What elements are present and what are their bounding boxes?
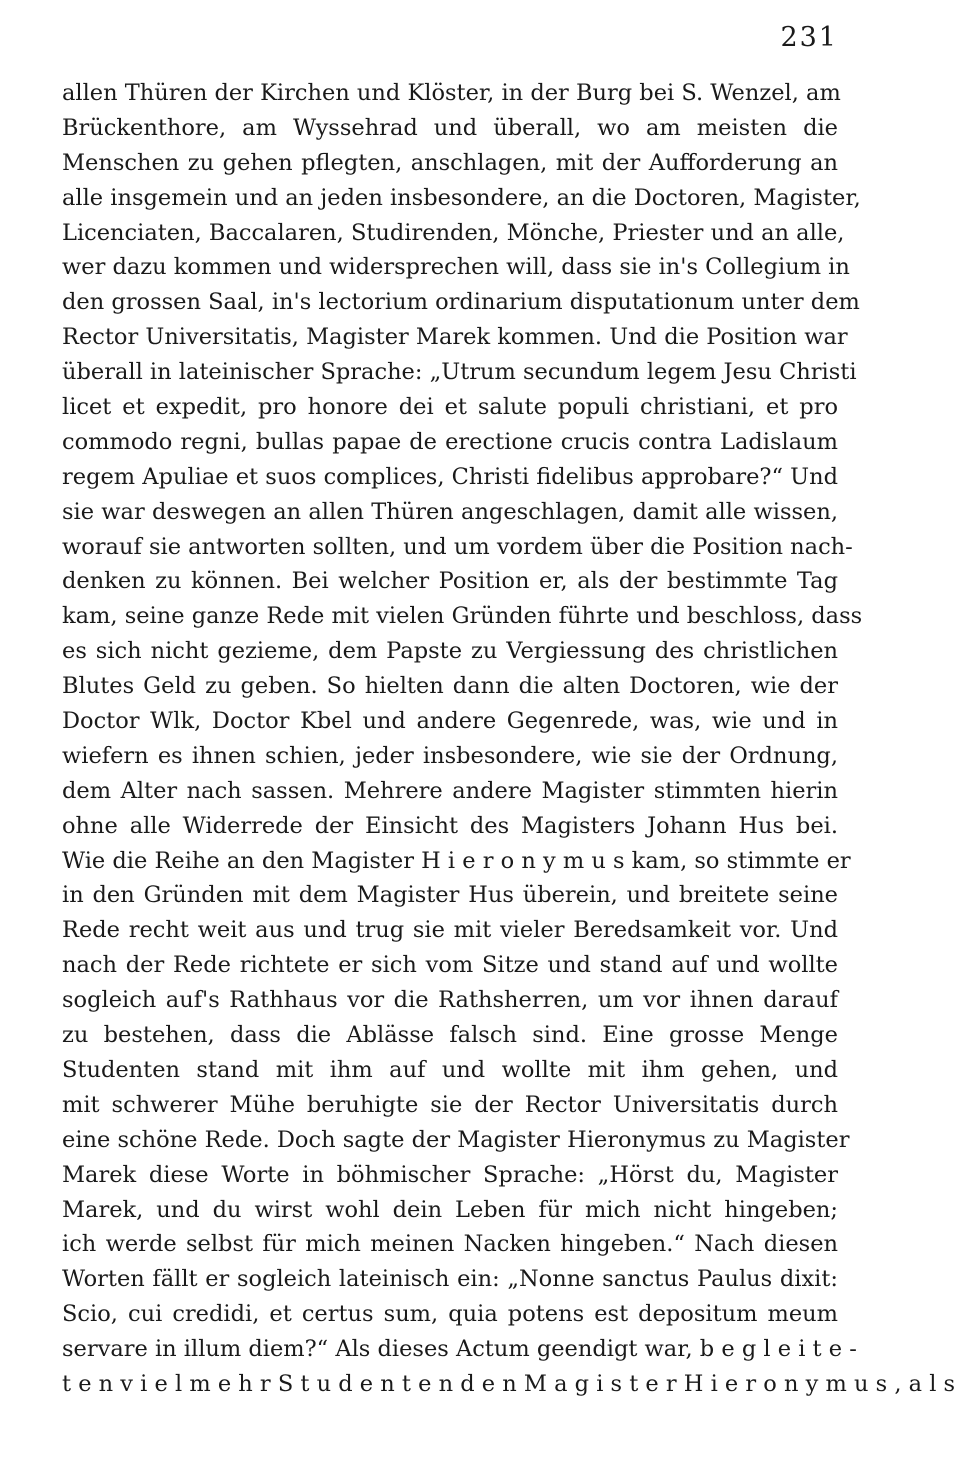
- text-line: allen Thüren der Kirchen und Klöster, in der Burg bei S. Wenzel, am: [62, 80, 841, 106]
- text-line: Worten fällt er sogleich lateinisch ein: „Nonne sanctus Paulus dixit:: [62, 1266, 838, 1293]
- text-line: mit schwerer Mühe beruhigte sie der Rector Universitatis durch: [62, 1091, 838, 1118]
- text-line: zu bestehen, dass die Ablässe falsch sind. Eine grosse Menge: [62, 1022, 838, 1049]
- text-line: ohne alle Widerrede der Einsicht des Magisters Johann Hus bei.: [62, 812, 838, 839]
- text-line: denken zu können. Bei welcher Position er, als der bestimmte Tag: [62, 568, 838, 595]
- page-number: 231: [780, 22, 838, 53]
- text-line: überall in lateinischer Sprache: „Utrum secundum legem Jesu Christi: [62, 359, 857, 386]
- text-line: Marek diese Worte in böhmischer Sprache: „Hörst du, Magister: [62, 1161, 838, 1188]
- text-line: Studenten stand mit ihm auf und wollte mit ihm gehen, und: [62, 1056, 838, 1083]
- text-line: eine schöne Rede. Doch sagte der Magister Hieronymus zu Magister: [62, 1126, 850, 1153]
- text-line: es sich nicht gezieme, dem Papste zu Vergiessung des christlichen: [62, 638, 838, 665]
- text-line: den grossen Saal, in's lectorium ordinarium disputationum unter dem: [62, 289, 860, 316]
- text-line: Brückenthore, am Wyssehrad und überall, wo am meisten die: [62, 114, 838, 141]
- text-line: t e n v i e l m e h r S t u d e n t e n d e n M a g i s t e r H i e r o n y m u s , a l s: [62, 1370, 956, 1397]
- text-line: Scio, cui credidi, et certus sum, quia potens est depositum meum: [62, 1301, 838, 1328]
- text-line: in den Gründen mit dem Magister Hus überein, und breitete seine: [62, 882, 838, 909]
- text-line: dem Alter nach sassen. Mehrere andere Magister stimmten hierin: [62, 777, 838, 804]
- text-line: alle insgemein und an jeden insbesondere, an die Doctoren, Magister,: [62, 184, 861, 211]
- text-line: kam, seine ganze Rede mit vielen Gründen führte und beschloss, dass: [62, 603, 863, 630]
- text-line: Doctor Wlk, Doctor Kbel und andere Gegenrede, was, wie und in: [62, 708, 838, 735]
- text-line: wer dazu kommen und widersprechen will, dass sie in's Collegium in: [62, 254, 850, 281]
- text-line: wiefern es ihnen schien, jeder insbesondere, wie sie der Ordnung,: [62, 742, 838, 769]
- text-line: Marek, und du wirst wohl dein Leben für mich nicht hingeben;: [62, 1196, 838, 1223]
- text-line: Wie die Reihe an den Magister H i e r o n y m u s kam, so stimmte er: [62, 847, 851, 874]
- text-line: licet et expedit, pro honore dei et salute populi christiani, et pro: [62, 394, 838, 421]
- text-line: Rede recht weit aus und trug sie mit vieler Beredsamkeit vor. Und: [62, 917, 838, 944]
- text-line: sie war deswegen an allen Thüren angeschlagen, damit alle wissen,: [62, 498, 838, 525]
- text-line: regem Apuliae et suos complices, Christi fidelibus approbare?“ Und: [62, 463, 838, 490]
- text-line: nach der Rede richtete er sich vom Sitze und stand auf und wollte: [62, 952, 838, 979]
- text-line: Licenciaten, Baccalaren, Studirenden, Mönche, Priester und an alle,: [62, 219, 845, 246]
- text-line: Rector Universitatis, Magister Marek kommen. Und die Position war: [62, 324, 848, 351]
- text-line: sogleich auf's Rathhaus vor die Rathsherren, um vor ihnen darauf: [62, 987, 838, 1014]
- text-line: ich werde selbst für mich meinen Nacken hingeben.“ Nach diesen: [62, 1231, 838, 1258]
- text-line: Menschen zu gehen pflegten, anschlagen, mit der Aufforderung an: [62, 149, 838, 176]
- body-text: [62, 76, 956, 1402]
- text-line: servare in illum diem?“ Als dieses Actum geendigt war, b e g l e i t e -: [62, 1336, 857, 1363]
- text-line: Blutes Geld zu geben. So hielten dann die alten Doctoren, wie der: [62, 673, 838, 700]
- text-line: commodo regni, bullas papae de erectione crucis contra Ladislaum: [62, 428, 838, 455]
- text-line: worauf sie antworten sollten, und um vordem über die Position nach-: [62, 533, 853, 560]
